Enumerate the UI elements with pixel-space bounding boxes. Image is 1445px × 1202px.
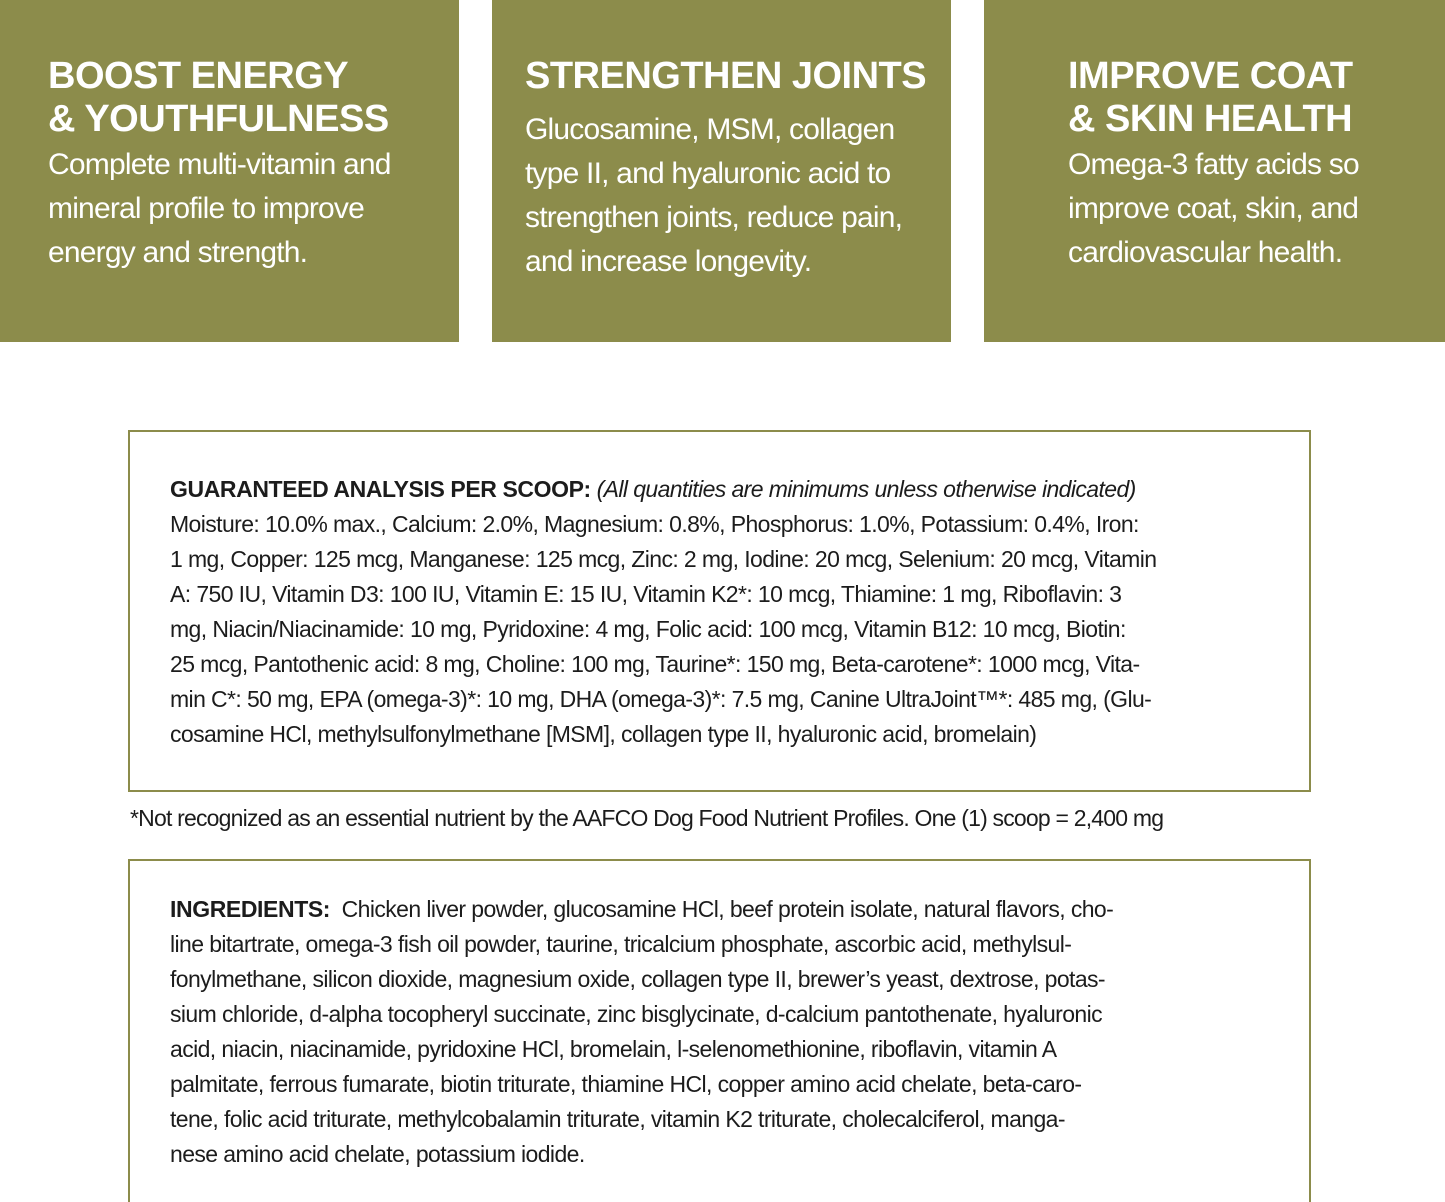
ingredients-text-line: Chicken liver powder, glucosamine HCl, beef protein isolate, natural flavors, cho- (341, 896, 1114, 922)
benefit-description (525, 108, 951, 284)
analysis-text-line: Moisture: 10.0% max., Calcium: 2.0%, Magnesium: 0.8%, Phosphorus: 1.0%, Potassium: 0.4%, Iron: (170, 511, 1139, 537)
analysis-text-line: min C*: 50 mg, EPA (omega-3)*: 10 mg, DHA (omega-3)*: 7.5 mg, Canine UltraJoint™*: 485 mg, (Glu- (170, 686, 1152, 712)
guaranteed-analysis-panel (128, 430, 1311, 792)
benefit-description (48, 143, 459, 275)
benefit-card-coat-skin (984, 0, 1445, 342)
benefit-description-line: Complete multi-vitamin and (48, 148, 391, 181)
analysis-header-line (170, 472, 1289, 507)
ingredients-text-line: acid, niacin, niacinamide, pyridoxine HCl, bromelain, l-selenomethionine, riboflavin, vitamin A (170, 1036, 1057, 1062)
benefit-heading-line: STRENGTHEN JOINTS (525, 55, 927, 97)
ingredients-text-line: sium chloride, d-alpha tocopheryl succinate, zinc bisglycinate, d-calcium pantothenate, hyaluronic (170, 1001, 1103, 1027)
analysis-text-line: A: 750 IU, Vitamin D3: 100 IU, Vitamin E: 15 IU, Vitamin K2*: 10 mcg, Thiamine: 1 mg, Riboflavin: 3 (170, 581, 1122, 607)
benefit-heading-line: IMPROVE COAT (1068, 55, 1353, 97)
benefit-card-joints (492, 0, 951, 342)
benefit-heading-line: & YOUTHFULNESS (48, 98, 389, 140)
benefit-heading-line: & SKIN HEALTH (1068, 98, 1353, 140)
analysis-label: GUARANTEED ANALYSIS PER SCOOP: (170, 476, 591, 502)
benefit-description-line: type II, and hyaluronic acid to (525, 157, 891, 190)
benefit-description-line: Glucosamine, MSM, collagen (525, 113, 895, 146)
benefit-heading (48, 55, 459, 141)
benefit-description-line: strengthen joints, reduce pain, (525, 201, 903, 234)
ingredients-text-line: line bitartrate, omega-3 fish oil powder, taurine, tricalcium phosphate, ascorbic acid, methylsul- (170, 931, 1072, 957)
benefit-heading-line: BOOST ENERGY (48, 55, 349, 97)
ingredients-label: INGREDIENTS: (170, 896, 331, 922)
ingredients-text-line: fonylmethane, silicon dioxide, magnesium oxide, collagen type II, brewer’s yeast, dextrose, potas- (170, 966, 1105, 992)
ingredients-panel (128, 859, 1311, 1202)
benefit-card-energy (0, 0, 459, 342)
ingredients-text-line: nese amino acid chelate, potassium iodide. (170, 1141, 585, 1167)
analysis-text-line: mg, Niacin/Niacinamide: 10 mg, Pyridoxine: 4 mg, Folic acid: 100 mcg, Vitamin B12: 10 mcg, Biotin: (170, 616, 1126, 642)
analysis-text-line: cosamine HCl, methylsulfonylmethane [MSM], collagen type II, hyaluronic acid, bromelain) (170, 721, 1037, 747)
ingredients-text-line: palmitate, ferrous fumarate, biotin triturate, thiamine HCl, copper amino acid chelate, beta-caro- (170, 1071, 1082, 1097)
analysis-text-line: 1 mg, Copper: 125 mcg, Manganese: 125 mcg, Zinc: 2 mg, Iodine: 20 mcg, Selenium: 20 mcg, Vitamin (170, 546, 1157, 572)
aafco-footnote: *Not recognized as an essential nutrient by the AAFCO Dog Food Nutrient Profiles. One (1) scoop = 2,400 mg (130, 805, 1164, 831)
analysis-text-line: 25 mcg, Pantothenic acid: 8 mg, Choline: 100 mg, Taurine*: 150 mg, Beta-carotene*: 1000 mcg, Vita- (170, 651, 1140, 677)
benefit-description-line: cardiovascular health. (1068, 236, 1343, 269)
benefit-description-line: energy and strength. (48, 236, 308, 269)
ingredients-first-line (170, 892, 1289, 927)
benefit-heading (525, 55, 951, 98)
analysis-note: (All quantities are minimums unless otherwise indicated) (596, 476, 1136, 502)
benefit-heading (1068, 55, 1445, 141)
benefit-description-line: improve coat, skin, and (1068, 192, 1359, 225)
benefit-description-line: mineral profile to improve (48, 192, 364, 225)
ingredients-text-line: tene, folic acid triturate, methylcobalamin triturate, vitamin K2 triturate, cholecalciferol, manga- (170, 1106, 1065, 1132)
benefit-description (1068, 143, 1445, 275)
benefit-description-line: and increase longevity. (525, 245, 812, 278)
benefit-description-line: Omega-3 fatty acids so (1068, 148, 1359, 181)
